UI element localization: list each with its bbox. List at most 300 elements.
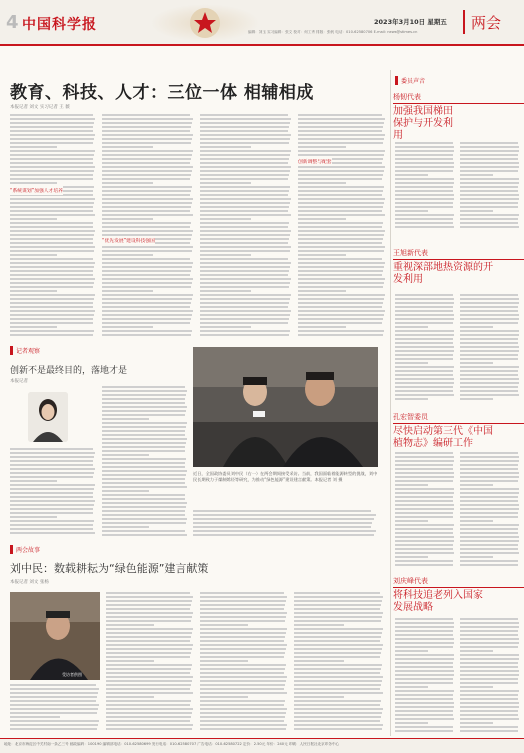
text-line: [102, 206, 191, 208]
text-line: [102, 398, 185, 400]
text-line: [460, 186, 518, 188]
text-line: [298, 190, 383, 192]
text-line: [10, 334, 93, 336]
text-line: [193, 526, 371, 528]
text-line: [106, 644, 193, 646]
text-line: [106, 692, 193, 694]
text-line: [200, 222, 289, 224]
text-line: [200, 150, 291, 152]
text-line: [200, 278, 291, 280]
text-line: [294, 652, 381, 654]
text-line: [460, 460, 519, 462]
text-line: [460, 682, 518, 684]
portrait-photo-icon: [10, 592, 100, 680]
text-line: [200, 286, 289, 288]
text-line: [294, 688, 380, 690]
text-line: [10, 230, 95, 232]
text-line: [10, 460, 93, 462]
text-line: [10, 472, 94, 474]
text-line: [102, 506, 186, 508]
text-line: [193, 514, 376, 516]
text-line: [294, 604, 381, 606]
text-line: [395, 374, 453, 376]
text-line: [294, 660, 344, 662]
text-line: [298, 174, 383, 176]
text-line: [10, 254, 57, 256]
text-line: [102, 502, 187, 504]
text-line: [102, 294, 193, 296]
text-line: [460, 142, 518, 144]
text-line: [395, 552, 454, 554]
profile-byline: 本报记者 刘文 张杨: [10, 580, 49, 585]
text-line: [10, 322, 93, 324]
text-line: [10, 452, 95, 454]
text-line: [395, 718, 454, 720]
text-line: [10, 142, 93, 144]
text-line: [102, 166, 193, 168]
sidebar-item-1: [393, 92, 524, 142]
text-line: [460, 560, 518, 562]
profile-label-text: 两会故事: [16, 547, 41, 554]
text-line: [395, 194, 454, 196]
text-line: [395, 650, 428, 652]
text-line: [10, 528, 93, 530]
text-line: [460, 452, 518, 454]
text-line: [460, 472, 519, 474]
text-line: [200, 724, 287, 726]
text-line: [294, 644, 383, 646]
text-line: [294, 640, 380, 642]
text-line: [460, 342, 518, 344]
lead-column-3: [200, 114, 292, 339]
text-line: [200, 314, 290, 316]
text-line: [102, 478, 185, 480]
text-line: [106, 712, 192, 714]
text-line: [10, 242, 93, 244]
sidebar-item-1-body-b: [460, 142, 520, 232]
text-line: [460, 638, 519, 640]
text-line: [298, 314, 384, 316]
text-line: [298, 134, 385, 136]
text-line: [395, 642, 454, 644]
text-line: [193, 510, 371, 512]
text-line: [200, 668, 285, 670]
text-line: [294, 648, 382, 650]
text-line: [102, 490, 149, 492]
text-line: [102, 458, 186, 460]
text-line: [460, 532, 518, 534]
text-line: [102, 298, 192, 300]
text-line: [460, 370, 518, 372]
text-line: [10, 716, 60, 718]
text-line: [102, 534, 187, 536]
text-line: [395, 536, 454, 538]
text-line: [200, 114, 288, 116]
text-line: [395, 698, 453, 700]
text-line: [298, 198, 385, 200]
text-line: [193, 530, 376, 532]
text-line: [460, 170, 518, 172]
text-line: [106, 620, 191, 622]
text-line: [298, 274, 382, 276]
text-line: [395, 646, 453, 648]
text-line: [10, 516, 57, 518]
text-line: [294, 696, 344, 698]
text-line: [395, 666, 453, 668]
text-line: [395, 362, 428, 364]
text-line: [102, 402, 185, 404]
text-line: [10, 302, 93, 304]
text-line: [460, 374, 518, 376]
text-line: [10, 290, 57, 292]
text-line: [460, 536, 519, 538]
text-line: [200, 652, 285, 654]
commentary-label-text: 记者观察: [16, 348, 41, 355]
text-line: [102, 262, 193, 264]
text-line: [460, 398, 493, 400]
sidebar-item-label: 王旭新代表: [393, 248, 524, 260]
text-line: [395, 682, 453, 684]
text-line: [10, 480, 57, 482]
text-line: [460, 150, 519, 152]
text-line: [10, 126, 93, 128]
text-line: [460, 540, 519, 542]
text-line: [395, 702, 454, 704]
text-line: [102, 134, 193, 136]
text-line: [200, 290, 251, 292]
text-line: [106, 672, 190, 674]
sidebar-item-3-body-a: [395, 452, 455, 570]
text-line: [460, 690, 519, 692]
commentary-title: 创新不是最终目的，落地才是: [10, 366, 128, 376]
text-line: [102, 278, 193, 280]
text-line: [395, 662, 453, 664]
text-line: [106, 636, 191, 638]
text-line: [200, 226, 288, 228]
text-line: [200, 230, 291, 232]
text-line: [200, 628, 287, 630]
text-line: [395, 190, 453, 192]
text-line: [10, 712, 97, 714]
text-line: [294, 716, 381, 718]
text-line: [102, 418, 149, 420]
text-line: [102, 282, 192, 284]
contact-line: 编辑：刘玉 实习编辑：张文 校对：何工秀 排版：张帆 电话：010-62580706 E-mail: news@stimes.cn: [248, 30, 418, 34]
text-line: [10, 214, 95, 216]
text-line: [102, 466, 185, 468]
text-line: [460, 226, 519, 228]
text-line: [200, 170, 290, 172]
text-line: [395, 508, 454, 510]
text-line: [102, 266, 192, 268]
text-line: [10, 310, 95, 312]
text-line: [395, 382, 454, 384]
text-line: [200, 688, 284, 690]
text-line: [395, 468, 453, 470]
text-line: [298, 294, 385, 296]
text-line: [395, 178, 454, 180]
text-line: [460, 194, 519, 196]
text-line: [395, 548, 453, 550]
text-line: [298, 234, 384, 236]
text-line: [200, 640, 284, 642]
text-line: [10, 512, 93, 514]
text-line: [395, 528, 453, 530]
text-line: [200, 708, 287, 710]
sidebar-item-title: 加强我国梯田保护与开发利用: [393, 106, 453, 141]
text-line: [200, 126, 289, 128]
text-line: [460, 162, 519, 164]
text-line: [395, 150, 454, 152]
text-line: [10, 238, 93, 240]
text-line: [395, 694, 453, 696]
text-line: [460, 310, 518, 312]
text-line: [10, 464, 93, 466]
text-line: [10, 488, 94, 490]
lead-subhead-2: “优先发展”建设科技强国: [102, 236, 155, 245]
text-line: [460, 500, 518, 502]
text-line: [10, 162, 93, 164]
profile-headline: 刘中民：数载耕耘为“绿色能源”建言献策: [10, 562, 209, 575]
text-line: [200, 306, 288, 308]
text-line: [10, 222, 93, 224]
text-line: [294, 704, 380, 706]
text-line: [200, 258, 288, 260]
text-line: [10, 704, 99, 706]
text-line: [460, 678, 518, 680]
text-line: [106, 624, 154, 626]
text-line: [200, 158, 289, 160]
text-line: [460, 480, 518, 482]
text-line: [10, 150, 95, 152]
text-line: [10, 294, 95, 296]
text-line: [10, 258, 93, 260]
text-line: [193, 534, 374, 536]
text-line: [200, 692, 287, 694]
text-line: [395, 218, 453, 220]
text-line: [298, 310, 385, 312]
text-line: [200, 214, 291, 216]
text-line: [102, 482, 185, 484]
text-line: [395, 726, 453, 728]
text-line: [298, 302, 383, 304]
text-line: [395, 354, 453, 356]
text-line: [460, 626, 519, 628]
text-line: [10, 286, 93, 288]
text-line: [395, 366, 454, 368]
feature-photo: [193, 347, 378, 467]
text-line: [106, 656, 190, 658]
text-line: [395, 162, 454, 164]
text-line: [460, 174, 493, 176]
text-line: [294, 624, 344, 626]
text-line: [395, 166, 454, 168]
text-line: [106, 704, 190, 706]
text-line: [200, 624, 248, 626]
text-line: [460, 358, 518, 360]
text-line: [102, 214, 193, 216]
text-line: [460, 544, 518, 546]
text-line: [460, 528, 518, 530]
text-line: [10, 326, 57, 328]
text-line: [460, 642, 519, 644]
text-line: [298, 138, 384, 140]
text-line: [193, 518, 374, 520]
text-line: [10, 178, 93, 180]
text-line: [200, 210, 288, 212]
text-line: [294, 720, 380, 722]
text-line: [102, 410, 186, 412]
text-line: [10, 508, 93, 510]
text-line: [460, 182, 519, 184]
text-line: [10, 492, 93, 494]
sidebar-header: [395, 76, 425, 85]
text-line: [102, 142, 191, 144]
text-line: [395, 710, 453, 712]
text-line: [460, 346, 519, 348]
text-line: [298, 322, 382, 324]
text-line: [298, 214, 385, 216]
commentary-column-2: [102, 386, 188, 538]
author-portrait-icon: [28, 392, 68, 442]
text-line: [200, 250, 290, 252]
text-line: [200, 238, 289, 240]
text-line: [102, 390, 187, 392]
commentary-column-1: [10, 448, 96, 538]
text-line: [460, 556, 493, 558]
text-line: [102, 514, 185, 516]
text-line: [106, 700, 191, 702]
text-line: [200, 134, 291, 136]
text-line: [460, 552, 519, 554]
text-line: [460, 654, 519, 656]
text-line: [10, 198, 95, 200]
text-line: [298, 286, 383, 288]
text-line: [10, 282, 94, 284]
text-line: [10, 330, 94, 332]
text-line: [298, 218, 346, 220]
text-line: [200, 178, 288, 180]
text-line: [395, 480, 453, 482]
text-line: [395, 488, 454, 490]
text-line: [200, 274, 288, 276]
text-line: [298, 210, 382, 212]
sidebar-item-title: 尽快启动第三代《中国植物志》编研工作: [393, 426, 493, 449]
text-line: [10, 524, 93, 526]
text-line: [395, 174, 428, 176]
text-line: [294, 680, 382, 682]
text-line: [294, 692, 383, 694]
text-line: [106, 612, 193, 614]
text-line: [460, 726, 518, 728]
text-line: [395, 524, 454, 526]
text-line: [460, 686, 493, 688]
text-line: [200, 198, 291, 200]
text-line: [10, 724, 98, 726]
text-line: [298, 334, 383, 336]
text-line: [298, 146, 346, 148]
text-line: [10, 234, 94, 236]
text-line: [298, 330, 384, 332]
text-line: [395, 210, 428, 212]
text-line: [10, 504, 94, 506]
text-line: [10, 728, 97, 730]
text-line: [10, 266, 94, 268]
text-line: [395, 202, 453, 204]
text-line: [10, 456, 94, 458]
text-line: [395, 460, 454, 462]
text-line: [10, 692, 98, 694]
text-line: [460, 658, 519, 660]
text-line: [200, 190, 289, 192]
text-line: [395, 394, 454, 396]
text-line: [106, 728, 192, 730]
text-line: [460, 516, 518, 518]
text-line: [102, 138, 192, 140]
paper-name-logo: 中国科学报: [22, 17, 97, 33]
text-line: [298, 298, 384, 300]
text-line: [102, 426, 186, 428]
text-line: [298, 282, 384, 284]
text-line: [298, 142, 383, 144]
sidebar-item-3: [393, 412, 524, 450]
text-line: [200, 142, 289, 144]
text-line: [200, 696, 248, 698]
text-line: [460, 670, 519, 672]
text-line: [395, 370, 453, 372]
text-line: [200, 644, 287, 646]
text-line: [298, 278, 385, 280]
text-line: [395, 452, 453, 454]
text-line: [200, 122, 290, 124]
text-line: [102, 530, 185, 532]
text-line: [298, 226, 382, 228]
text-line: [395, 638, 454, 640]
text-line: [106, 708, 193, 710]
text-line: [102, 126, 191, 128]
text-line: [102, 434, 185, 436]
text-line: [294, 708, 383, 710]
text-line: [395, 314, 454, 316]
text-line: [10, 158, 93, 160]
text-line: [10, 496, 93, 498]
text-line: [460, 326, 493, 328]
text-line: [395, 338, 453, 340]
text-line: [294, 672, 380, 674]
text-line: [200, 680, 286, 682]
text-line: [294, 676, 383, 678]
text-line: [298, 326, 346, 328]
text-line: [102, 246, 193, 248]
text-line: [395, 358, 453, 360]
sidebar-item-3-body-b: [460, 452, 520, 570]
text-line: [460, 190, 518, 192]
text-line: [460, 382, 519, 384]
text-line: [200, 266, 290, 268]
text-line: [200, 202, 290, 204]
text-line: [200, 712, 286, 714]
text-line: [10, 130, 93, 132]
text-line: [10, 206, 93, 208]
text-line: [395, 170, 453, 172]
text-line: [102, 170, 192, 172]
text-line: [102, 394, 186, 396]
text-line: [10, 476, 93, 478]
text-line: [102, 222, 191, 224]
text-line: [298, 222, 383, 224]
text-line: [102, 438, 187, 440]
text-line: [294, 600, 382, 602]
